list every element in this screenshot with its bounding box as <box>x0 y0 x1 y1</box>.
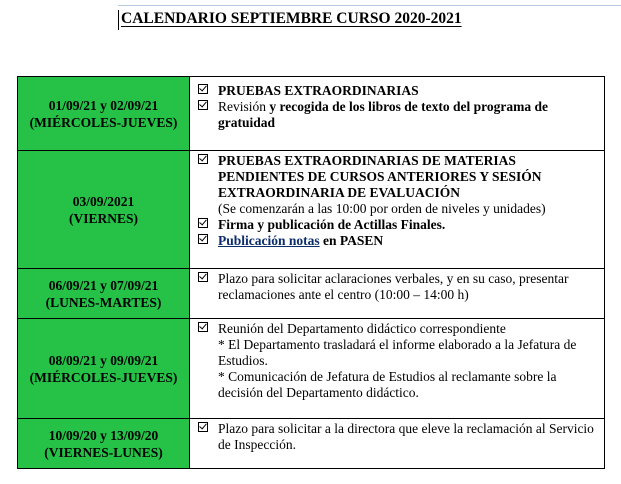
list-item: Plazo para solicitar a la directora que eleve la reclamación al Servicio de Inspección. <box>218 421 596 453</box>
list-item: Publicación notas en PASEN <box>218 233 596 249</box>
date-cell <box>18 419 190 469</box>
table-row <box>18 319 605 419</box>
date-cell <box>18 77 190 151</box>
checked-box-icon <box>198 422 208 432</box>
date-range: 08/09/21 y 09/09/21 <box>48 352 159 368</box>
content-cell <box>190 419 605 469</box>
date-range: 03/09/2021 <box>72 193 135 209</box>
date-days: (LUNES-MARTES) <box>45 294 162 310</box>
list-item-note: * Comunicación de Jefatura de Estudios al reclamante sobre la decisión del Departamento didáctico. <box>218 369 557 400</box>
checked-box-icon <box>198 272 208 282</box>
list-item-note: * El Departamento trasladará el informe elaborado a la Jefatura de Estudios. <box>218 337 577 368</box>
list-item: Plazo para solicitar aclaraciones verbales, y en su caso, presentar reclamaciones ante el centro (10:00 – 14:00 h) <box>218 271 596 303</box>
table-row <box>18 77 605 151</box>
content-cell <box>190 269 605 319</box>
date-cell <box>18 269 190 319</box>
calendar-table <box>17 76 605 469</box>
list-item-note: (Se comenzarán a las 10:00 por orden de niveles y unidades) <box>218 201 546 216</box>
checked-box-icon <box>198 84 208 94</box>
checked-box-icon <box>198 218 208 228</box>
publicacion-notas-link[interactable]: Publicación notas <box>218 233 320 248</box>
table-row <box>18 419 605 469</box>
date-range: 06/09/21 y 07/09/21 <box>48 277 159 293</box>
content-cell <box>190 77 605 151</box>
date-cell <box>18 319 190 419</box>
table-row <box>18 269 605 319</box>
date-range: 01/09/21 y 02/09/21 <box>48 97 159 113</box>
checked-box-icon <box>198 100 208 110</box>
list-item: Revisión y recogida de los libros de texto del programa de gratuidad <box>218 99 596 131</box>
checked-box-icon <box>198 154 208 164</box>
checked-box-icon <box>198 322 208 332</box>
date-days: (VIERNES) <box>68 210 138 226</box>
page-top-border <box>118 5 621 6</box>
date-days: (MIÉRCOLES-JUEVES) <box>29 114 178 130</box>
list-item: PRUEBAS EXTRAORDINARIAS <box>218 83 596 99</box>
table-row <box>18 151 605 269</box>
list-item: PRUEBAS EXTRAORDINARIAS DE MATERIAS PENDIENTES DE CURSOS ANTERIORES Y SESIÓN EXTRAORDINARIA DE EVALUACIÓN <box>218 153 596 201</box>
date-days: (MIÉRCOLES-JUEVES) <box>29 369 178 385</box>
date-range: 10/09/20 y 13/09/20 <box>48 427 159 443</box>
text-cursor <box>118 10 119 30</box>
page-title: CALENDARIO SEPTIEMBRE CURSO 2020-2021 <box>121 10 462 27</box>
date-cell <box>18 151 190 269</box>
content-cell <box>190 319 605 419</box>
date-days: (VIERNES-LUNES) <box>44 444 163 460</box>
list-item: Reunión del Departamento didáctico correspondiente <box>218 321 596 337</box>
content-cell <box>190 151 605 269</box>
checked-box-icon <box>198 234 208 244</box>
list-item: Firma y publicación de Actillas Finales. <box>218 217 596 233</box>
